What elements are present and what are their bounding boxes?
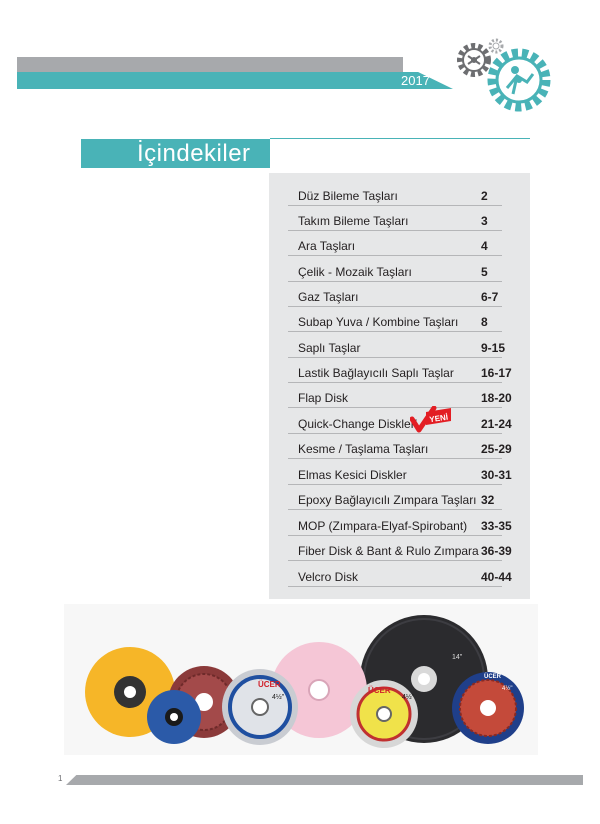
toc-row[interactable]: [288, 408, 512, 434]
toc-row[interactable]: [288, 256, 502, 282]
toc-row-label: MOP (Zımpara-Elyaf-Spirobant): [298, 519, 468, 533]
toc-row-page: 16-17: [481, 366, 512, 380]
toc-row[interactable]: [288, 382, 512, 408]
toc-row-page: 8: [481, 315, 488, 329]
toc-row-page: 21-24: [481, 417, 512, 431]
toc-row[interactable]: [288, 180, 502, 206]
toc-row-page: 30-31: [481, 468, 512, 482]
disc-brand-text: ÜCER: [368, 686, 391, 695]
toc-row[interactable]: [288, 510, 512, 536]
toc-row-page: 33-35: [481, 519, 512, 533]
toc-row[interactable]: [288, 561, 512, 587]
toc-row-label: Epoxy Bağlayıcılı Zımpara Taşları: [298, 493, 477, 507]
header-gray-bar: [17, 57, 403, 72]
toc-row-page: 5: [481, 265, 488, 279]
toc-row-label: Elmas Kesici Diskler: [298, 468, 407, 482]
footer-bar: [66, 775, 583, 785]
toc-row[interactable]: [288, 484, 502, 510]
toc-row[interactable]: [288, 459, 512, 485]
toc-row-page: 25-29: [481, 442, 512, 456]
toc-row[interactable]: [288, 306, 502, 332]
title-divider: [270, 138, 530, 139]
page-number: 1: [58, 774, 63, 783]
toc-row-page: 36-39: [481, 544, 512, 558]
new-check-badge-icon: [410, 406, 454, 434]
disc-size-text: 14": [452, 654, 463, 661]
toc-row-label: Subap Yuva / Kombine Taşları: [298, 315, 459, 329]
toc-row-label: Takım Bileme Taşları: [298, 214, 409, 228]
page-title: İçindekiler: [81, 139, 270, 168]
toc-row-label: Düz Bileme Taşları: [298, 189, 398, 203]
toc-row-label: Ara Taşları: [298, 239, 356, 253]
toc-row-page: 40-44: [481, 570, 512, 584]
toc-row-page: 32: [481, 493, 495, 507]
toc-row[interactable]: [288, 205, 502, 231]
disc-brand-text: ÜCER: [258, 680, 281, 689]
product-discs-image: [64, 604, 538, 755]
toc-row-label: Fiber Disk & Bant & Rulo Zımpara: [298, 544, 479, 558]
toc-row-page: 2: [481, 189, 488, 203]
toc-row-label: Quick-Change Diskleri: [298, 417, 418, 431]
header-year: 2017: [401, 73, 430, 88]
toc-row-page: 4: [481, 239, 488, 253]
toc-row-page: 3: [481, 214, 488, 228]
toc-row-label: Lastik Bağlayıcılı Saplı Taşlar: [298, 366, 454, 380]
toc-row-label: Flap Disk: [298, 391, 349, 405]
toc-row[interactable]: [288, 535, 512, 561]
toc-row[interactable]: [288, 281, 502, 307]
toc-row-page: 18-20: [481, 391, 512, 405]
toc-row[interactable]: [288, 433, 512, 459]
disc-size-text: 4½": [402, 694, 415, 701]
toc-row-page: 9-15: [481, 341, 506, 355]
toc-row[interactable]: [288, 332, 506, 358]
toc-row[interactable]: [288, 357, 512, 383]
toc-row[interactable]: [288, 230, 502, 256]
badge-text: YENİ: [428, 412, 449, 425]
toc-row-label: Velcro Disk: [298, 570, 359, 584]
disc-brand-text: ÜCER: [484, 674, 502, 680]
toc-row-label: Kesme / Taşlama Taşları: [298, 442, 429, 456]
toc-row-label: Gaz Taşları: [298, 290, 359, 304]
toc-row-label: Çelik - Mozaik Taşları: [298, 265, 412, 279]
toc-row-page: 6-7: [481, 290, 499, 304]
gears-logo-icon: [448, 38, 552, 114]
disc-size-text: 4½": [272, 694, 285, 701]
header-teal-bar: [17, 72, 453, 89]
disc-size-text: 4½": [502, 686, 513, 692]
toc-row-label: Saplı Taşlar: [298, 341, 361, 355]
